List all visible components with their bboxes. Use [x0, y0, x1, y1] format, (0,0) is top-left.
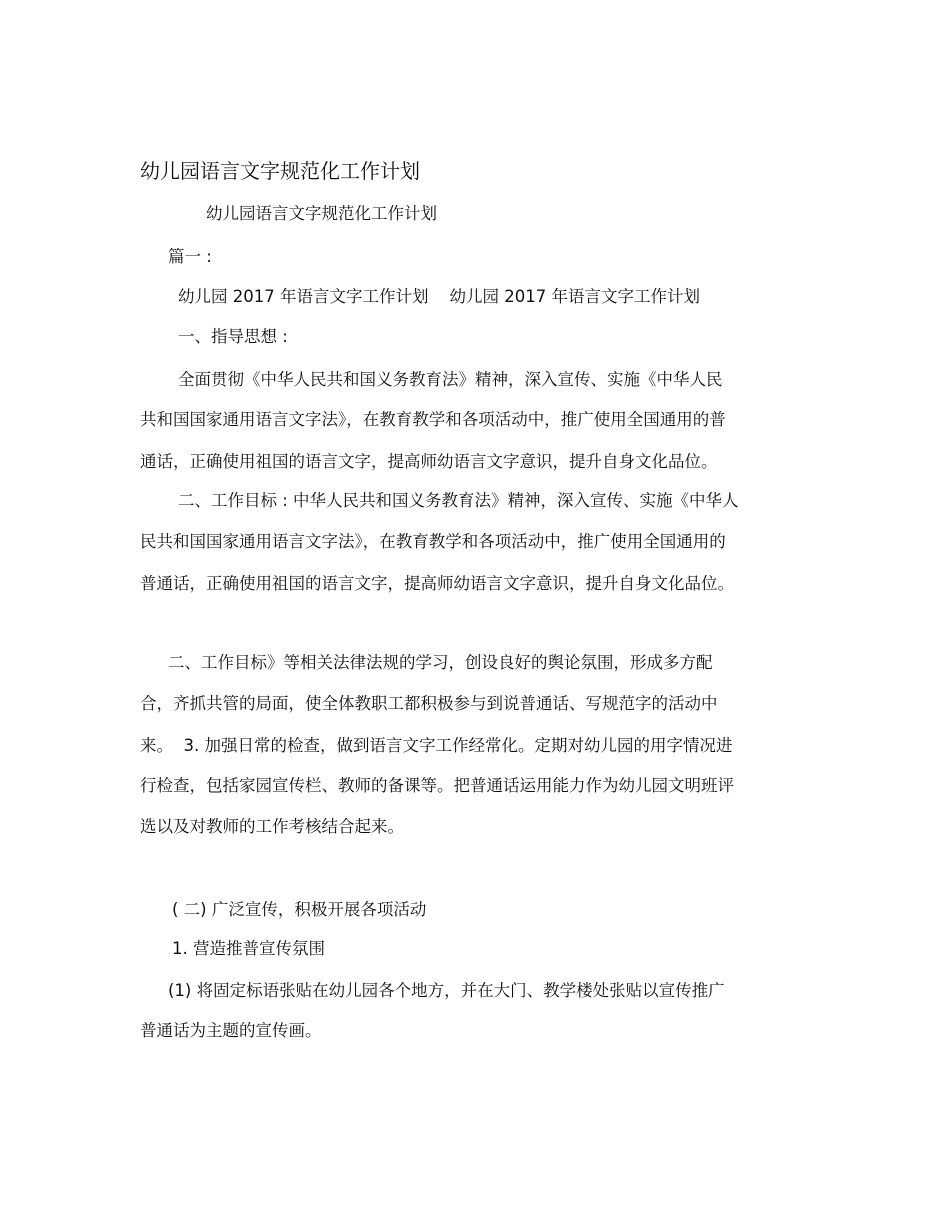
paragraph-line: 二、工作目标》等相关法律法规的学习，创设良好的舆论氛围，形成多方配	[168, 653, 713, 672]
paragraph-line: 共和国国家通用语言文字法》，在教育教学和各项活动中，推广使用全国通用的普	[140, 410, 726, 429]
paragraph-line: (1) 将固定标语张贴在幼儿园各个地方，并在大门、教学楼处张贴以宣传推广	[168, 981, 725, 1000]
heading-atmosphere: 1. 营造推普宣传氛围	[172, 939, 325, 958]
paragraph-line: 二、工作目标 : 中华人民共和国义务教育法》精神，深入宣传、实施《中华人	[178, 491, 739, 510]
paragraph-line: 普通话，正确使用祖国的语言文字，提高师幼语言文字意识，提升自身文化品位。	[140, 574, 734, 593]
paragraph-line: 通话，正确使用祖国的语言文字，提高师幼语言文字意识，提升自身文化品位。	[140, 452, 718, 471]
paragraph-line: 来。 3. 加强日常的检查，做到语言文字工作经常化。定期对幼儿园的用字情况进	[140, 736, 733, 755]
paragraph-line: 合，齐抓共管的局面，使全体教职工都积极参与到说普通话、写规范字的活动中	[140, 694, 718, 713]
document-subtitle: 幼儿园语言文字规范化工作计划	[206, 204, 437, 223]
document-title: 幼儿园语言文字规范化工作计划	[140, 159, 420, 183]
plan-line: 幼儿园 2017 年语言文字工作计划 幼儿园 2017 年语言文字工作计划	[178, 287, 700, 306]
heading-guiding-thought: 一、指导思想 :	[178, 327, 288, 346]
paragraph-line: 民共和国国家通用语言文字法》，在教育教学和各项活动中，推广使用全国通用的	[140, 532, 726, 551]
paragraph-line: 普通话为主题的宣传画。	[140, 1021, 322, 1040]
paragraph-line: 选以及对教师的工作考核结合起来。	[140, 817, 404, 836]
paragraph-line: 全面贯彻《中华人民共和国义务教育法》精神，深入宣传、实施《中华人民	[178, 370, 723, 389]
paragraph-line: 行检查，包括家园宣传栏、教师的备课等。把普通话运用能力作为幼儿园文明班评	[140, 776, 734, 795]
section-label: 篇一 :	[168, 247, 212, 266]
heading-publicity: ( 二) 广泛宣传，积极开展各项活动	[172, 900, 427, 919]
